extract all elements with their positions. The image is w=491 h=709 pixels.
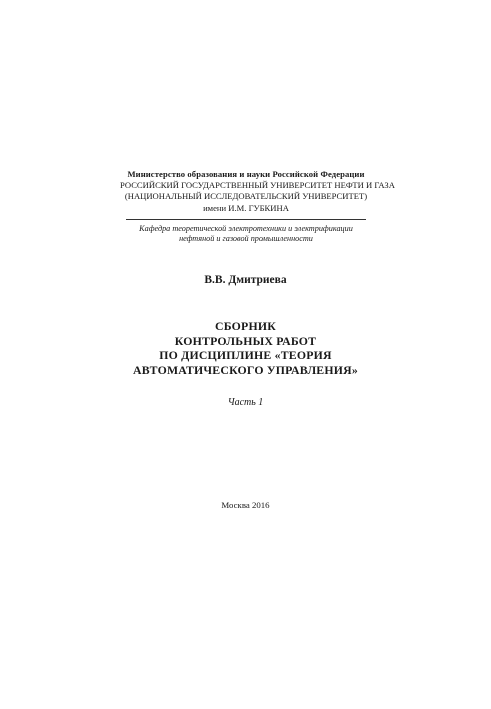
author-name: В.В. Дмитриева bbox=[204, 274, 287, 286]
university-name-line: (НАЦИОНАЛЬНЫЙ ИССЛЕДОВАТЕЛЬСКИЙ УНИВЕРСИТЕТ) bbox=[124, 191, 368, 202]
department-name bbox=[120, 224, 372, 245]
header-divider bbox=[126, 219, 366, 220]
title-line: СБОРНИК bbox=[215, 319, 276, 333]
department-name-line: нефтяной и газовой промышленности bbox=[179, 234, 313, 244]
university-name bbox=[120, 180, 395, 214]
part-number: Часть 1 bbox=[227, 397, 264, 408]
ministry-name: Министерство образования и науки Российской Федерации bbox=[127, 169, 365, 179]
institution-header bbox=[120, 169, 395, 245]
university-name-line: РОССИЙСКИЙ ГОСУДАРСТВЕННЫЙ УНИВЕРСИТЕТ НЕФТИ И ГАЗА bbox=[120, 180, 395, 190]
department-name-line: Кафедра теоретической электротехники и электрификации bbox=[139, 223, 353, 233]
university-name-line: имени И.М. ГУБКИНА bbox=[203, 202, 289, 213]
document-title bbox=[0, 319, 491, 377]
city-year: Москва 2016 bbox=[221, 500, 270, 510]
title-line: ПО ДИСЦИПЛИНЕ «ТЕОРИЯ bbox=[159, 348, 332, 363]
title-line: АВТОМАТИЧЕСКОГО УПРАВЛЕНИЯ» bbox=[133, 362, 358, 377]
title-line: КОНТРОЛЬНЫХ РАБОТ bbox=[174, 333, 317, 348]
